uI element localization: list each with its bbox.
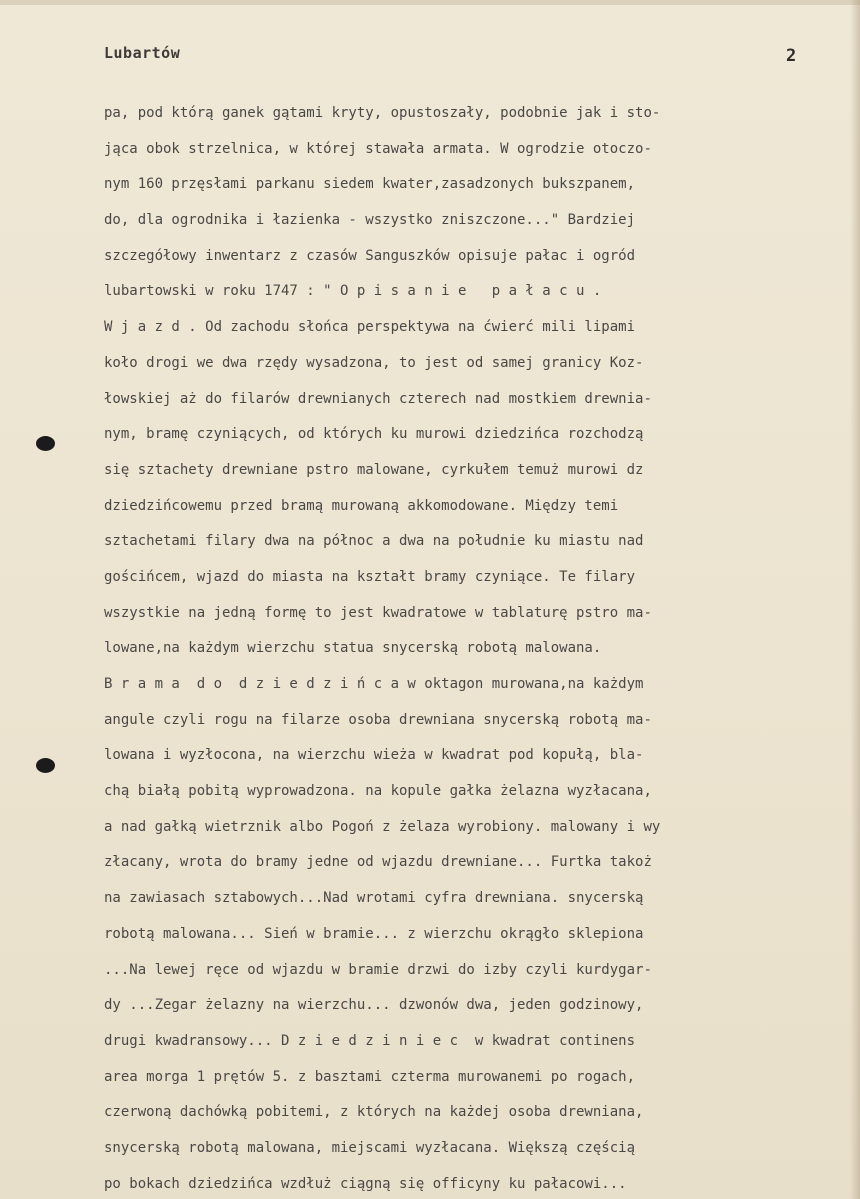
text-line: dy ...Zegar żelazny na wierzchu... dzwonów dwa, jeden godzinowy, (104, 997, 644, 1014)
punch-hole (36, 436, 55, 451)
text-line: lowane,na każdym wierzchu statua snycerską robotą malowana. (104, 640, 602, 657)
text-line: lowana i wyzłocona, na wierzchu wieża w kwadrat pod kopułą, bla- (104, 747, 644, 764)
text-line: snycerską robotą malowana, miejscami wyzłacana. Większą częścią (104, 1139, 636, 1156)
text-line: robotą malowana... Sień w bramie... z wierzchu okrągło sklepiona (104, 925, 644, 942)
text-line: chą białą pobitą wyprowadzona. na kopule gałka żelazna wyzłacana, (104, 783, 652, 800)
paper-top-edge (0, 0, 860, 5)
text-line: pa, pod którą ganek gątami kryty, opustoszały, podobnie jak i sto- (104, 105, 661, 121)
text-line: nym, bramę czyniących, od których ku murowi dziedzińca rozchodzą (104, 426, 644, 443)
text-line: po bokach dziedzińca wzdłuż ciągną się officyny ku pałacowi... (104, 1175, 627, 1192)
page-header-title: Lubartów (104, 44, 181, 62)
punch-hole (36, 758, 55, 773)
text-line: angule czyli rogu na filarze osoba drewniana snycerską robotą ma- (104, 711, 652, 728)
typewritten-text-body (104, 96, 849, 1199)
text-line: na zawiasach sztabowych...Nad wrotami cyfra drewniana. snycerską (104, 890, 644, 907)
text-line: W j a z d . Od zachodu słońca perspektywa na ćwierć mili lipami (104, 319, 636, 336)
text-line: sztachetami filary dwa na północ a dwa na południe ku miastu nad (104, 533, 644, 550)
text-line: koło drogi we dwa rzędy wysadzona, to jest od samej granicy Koz- (104, 354, 644, 371)
text-line: B r a m a d o d z i e d z i ń c a w oktagon murowana,na każdym (104, 676, 644, 692)
text-line: ...Na lewej ręce od wjazdu w bramie drzwi do izby czyli kurdygar- (104, 961, 652, 978)
text-line: wszystkie na jedną formę to jest kwadratowe w tablaturę pstro ma- (104, 604, 652, 621)
paper-right-edge (850, 0, 860, 1199)
text-line: nym 160 przęsłami parkanu siedem kwater,zasadzonych bukszpanem, (104, 176, 636, 193)
text-line: lubartowski w roku 1747 : " O p i s a n i e p a ł a c u . (104, 283, 602, 300)
text-line: dziedzińcowemu przed bramą murowaną akkomodowane. Między temi (104, 497, 619, 514)
text-line: gościńcem, wjazd do miasta na kształt bramy czyniące. Te filary (104, 568, 636, 585)
text-line: łowskiej aż do filarów drewnianych czterech nad mostkiem drewnia- (104, 390, 652, 407)
text-line: jąca obok strzelnica, w której stawała armata. W ogrodzie otoczo- (104, 140, 652, 157)
text-line: do, dla ogrodnika i łazienka - wszystko zniszczone..." Bardziej (104, 212, 636, 229)
text-line: drugi kwadransowy... D z i e d z i n i e c w kwadrat continens (104, 1032, 636, 1049)
text-line: czerwoną dachówką pobitemi, z których na każdej osoba drewniana, (104, 1104, 644, 1121)
text-line: szczegółowy inwentarz z czasów Sanguszków opisuje pałac i ogród (104, 247, 636, 264)
text-line: a nad gałką wietrznik albo Pogoń z żelaza wyrobiony. malowany i wy (104, 818, 661, 835)
text-line: area morga 1 prętów 5. z basztami czterma murowanemi po rogach, (104, 1068, 636, 1085)
text-line: złacany, wrota do bramy jedne od wjazdu drewniane... Furtka takoż (104, 854, 652, 871)
text-line: się sztachety drewniane pstro malowane, cyrkułem temuż murowi dz (104, 461, 644, 478)
page-number: 2 (786, 46, 797, 66)
